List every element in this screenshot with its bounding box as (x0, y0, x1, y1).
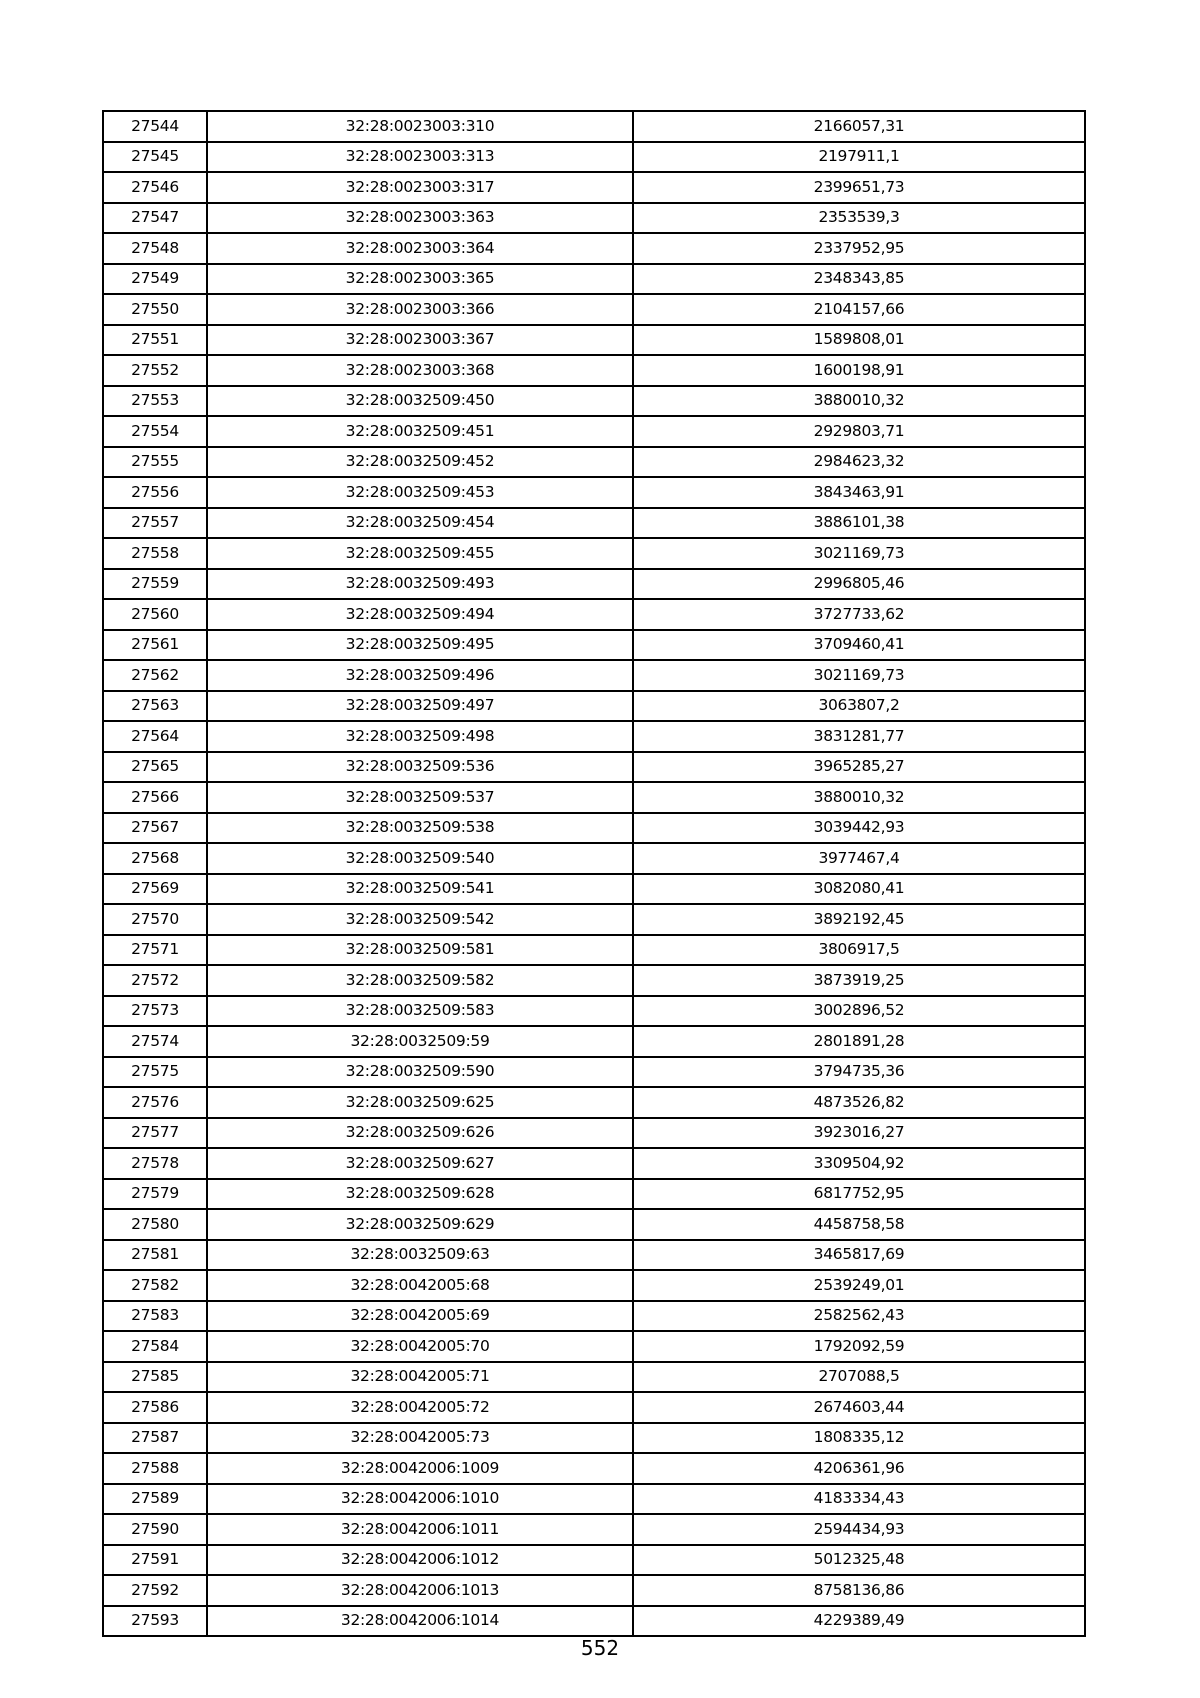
table-row (103, 965, 1085, 996)
table-row (103, 1026, 1085, 1057)
row-number-cell: 27562 (103, 660, 207, 691)
cadastral-number-cell: 32:28:0042006:1014 (207, 1606, 633, 1637)
cadastral-number-cell: 32:28:0042006:1011 (207, 1514, 633, 1545)
table-row (103, 1606, 1085, 1637)
value-cell: 2166057,31 (633, 111, 1085, 142)
value-cell: 3021169,73 (633, 660, 1085, 691)
cadastral-number-cell: 32:28:0032509:625 (207, 1087, 633, 1118)
table-row (103, 660, 1085, 691)
cadastral-number-cell: 32:28:0032509:581 (207, 935, 633, 966)
cadastral-number-cell: 32:28:0032509:454 (207, 508, 633, 539)
table-row (103, 1514, 1085, 1545)
table-row (103, 1087, 1085, 1118)
row-number-cell: 27589 (103, 1484, 207, 1515)
value-cell: 3794735,36 (633, 1057, 1085, 1088)
row-number-cell: 27590 (103, 1514, 207, 1545)
row-number-cell: 27581 (103, 1240, 207, 1271)
cadastral-number-cell: 32:28:0032509:582 (207, 965, 633, 996)
cadastral-number-cell: 32:28:0032509:583 (207, 996, 633, 1027)
row-number-cell: 27585 (103, 1362, 207, 1393)
value-cell: 2348343,85 (633, 264, 1085, 295)
table-row (103, 1331, 1085, 1362)
table-row (103, 1057, 1085, 1088)
row-number-cell: 27580 (103, 1209, 207, 1240)
table-row (103, 935, 1085, 966)
value-cell: 2582562,43 (633, 1301, 1085, 1332)
table-row (103, 477, 1085, 508)
row-number-cell: 27592 (103, 1575, 207, 1606)
cadastral-number-cell: 32:28:0032509:59 (207, 1026, 633, 1057)
row-number-cell: 27544 (103, 111, 207, 142)
row-number-cell: 27551 (103, 325, 207, 356)
table-row (103, 599, 1085, 630)
table-row (103, 172, 1085, 203)
table-row (103, 874, 1085, 905)
value-cell: 1808335,12 (633, 1423, 1085, 1454)
row-number-cell: 27576 (103, 1087, 207, 1118)
table-row (103, 203, 1085, 234)
value-cell: 3002896,52 (633, 996, 1085, 1027)
table-row (103, 721, 1085, 752)
cadastral-number-cell: 32:28:0042005:71 (207, 1362, 633, 1393)
value-cell: 8758136,86 (633, 1575, 1085, 1606)
value-cell: 3039442,93 (633, 813, 1085, 844)
cadastral-number-cell: 32:28:0032509:541 (207, 874, 633, 905)
table-row (103, 1148, 1085, 1179)
table-row (103, 142, 1085, 173)
table-row (103, 294, 1085, 325)
row-number-cell: 27565 (103, 752, 207, 783)
value-cell: 3831281,77 (633, 721, 1085, 752)
value-cell: 6817752,95 (633, 1179, 1085, 1210)
row-number-cell: 27555 (103, 447, 207, 478)
table-row (103, 1423, 1085, 1454)
value-cell: 3309504,92 (633, 1148, 1085, 1179)
row-number-cell: 27549 (103, 264, 207, 295)
table-row (103, 1270, 1085, 1301)
row-number-cell: 27550 (103, 294, 207, 325)
cadastral-number-cell: 32:28:0023003:317 (207, 172, 633, 203)
table-row (103, 996, 1085, 1027)
cadastral-number-cell: 32:28:0032509:450 (207, 386, 633, 417)
row-number-cell: 27571 (103, 935, 207, 966)
cadastral-number-cell: 32:28:0032509:537 (207, 782, 633, 813)
row-number-cell: 27553 (103, 386, 207, 417)
table-row (103, 1179, 1085, 1210)
cadastral-number-cell: 32:28:0042005:72 (207, 1392, 633, 1423)
row-number-cell: 27579 (103, 1179, 207, 1210)
row-number-cell: 27558 (103, 538, 207, 569)
row-number-cell: 27586 (103, 1392, 207, 1423)
row-number-cell: 27559 (103, 569, 207, 600)
row-number-cell: 27587 (103, 1423, 207, 1454)
row-number-cell: 27548 (103, 233, 207, 264)
cadastral-number-cell: 32:28:0042005:73 (207, 1423, 633, 1454)
value-cell: 2707088,5 (633, 1362, 1085, 1393)
cadastral-number-cell: 32:28:0032509:626 (207, 1118, 633, 1149)
value-cell: 1600198,91 (633, 355, 1085, 386)
cadastral-number-cell: 32:28:0042005:70 (207, 1331, 633, 1362)
value-cell: 1792092,59 (633, 1331, 1085, 1362)
value-cell: 2104157,66 (633, 294, 1085, 325)
table-row (103, 843, 1085, 874)
value-cell: 3873919,25 (633, 965, 1085, 996)
value-cell: 3886101,38 (633, 508, 1085, 539)
row-number-cell: 27584 (103, 1331, 207, 1362)
cadastral-number-cell: 32:28:0042006:1009 (207, 1453, 633, 1484)
value-cell: 4458758,58 (633, 1209, 1085, 1240)
row-number-cell: 27570 (103, 904, 207, 935)
cadastral-number-cell: 32:28:0032509:493 (207, 569, 633, 600)
value-cell: 3465817,69 (633, 1240, 1085, 1271)
value-cell: 3880010,32 (633, 782, 1085, 813)
cadastral-number-cell: 32:28:0023003:367 (207, 325, 633, 356)
value-cell: 4229389,49 (633, 1606, 1085, 1637)
value-cell: 2984623,32 (633, 447, 1085, 478)
table-row (103, 538, 1085, 569)
value-cell: 4206361,96 (633, 1453, 1085, 1484)
table-row (103, 416, 1085, 447)
row-number-cell: 27563 (103, 691, 207, 722)
table-row (103, 233, 1085, 264)
table-row (103, 813, 1085, 844)
row-number-cell: 27561 (103, 630, 207, 661)
table-row (103, 691, 1085, 722)
cadastral-number-cell: 32:28:0023003:363 (207, 203, 633, 234)
row-number-cell: 27556 (103, 477, 207, 508)
cadastral-number-cell: 32:28:0032509:629 (207, 1209, 633, 1240)
row-number-cell: 27567 (103, 813, 207, 844)
table-row (103, 569, 1085, 600)
page-number: 552 (580, 1636, 620, 1660)
row-number-cell: 27564 (103, 721, 207, 752)
row-number-cell: 27582 (103, 1270, 207, 1301)
cadastral-number-cell: 32:28:0032509:628 (207, 1179, 633, 1210)
table-row (103, 1545, 1085, 1576)
cadastral-number-cell: 32:28:0032509:542 (207, 904, 633, 935)
row-number-cell: 27572 (103, 965, 207, 996)
value-cell: 2801891,28 (633, 1026, 1085, 1057)
cadastral-number-cell: 32:28:0032509:627 (207, 1148, 633, 1179)
cadastral-number-cell: 32:28:0032509:451 (207, 416, 633, 447)
table-row (103, 1118, 1085, 1149)
table-row (103, 1301, 1085, 1332)
cadastral-number-cell: 32:28:0042006:1010 (207, 1484, 633, 1515)
row-number-cell: 27546 (103, 172, 207, 203)
cadastral-number-cell: 32:28:0032509:63 (207, 1240, 633, 1271)
value-cell: 2197911,1 (633, 142, 1085, 173)
row-number-cell: 27574 (103, 1026, 207, 1057)
row-number-cell: 27575 (103, 1057, 207, 1088)
table-row (103, 386, 1085, 417)
row-number-cell: 27568 (103, 843, 207, 874)
cadastral-number-cell: 32:28:0042006:1012 (207, 1545, 633, 1576)
table-row (103, 1240, 1085, 1271)
table-body (103, 111, 1085, 1636)
row-number-cell: 27591 (103, 1545, 207, 1576)
table-row (103, 355, 1085, 386)
value-cell: 3880010,32 (633, 386, 1085, 417)
row-number-cell: 27552 (103, 355, 207, 386)
table-row (103, 1392, 1085, 1423)
value-cell: 4873526,82 (633, 1087, 1085, 1118)
cadastral-number-cell: 32:28:0032509:540 (207, 843, 633, 874)
value-cell: 3082080,41 (633, 874, 1085, 905)
cadastral-number-cell: 32:28:0023003:365 (207, 264, 633, 295)
table-row (103, 782, 1085, 813)
cadastral-number-cell: 32:28:0032509:538 (207, 813, 633, 844)
value-cell: 3892192,45 (633, 904, 1085, 935)
value-cell: 1589808,01 (633, 325, 1085, 356)
row-number-cell: 27583 (103, 1301, 207, 1332)
cadastral-number-cell: 32:28:0032509:494 (207, 599, 633, 630)
row-number-cell: 27560 (103, 599, 207, 630)
value-cell: 3923016,27 (633, 1118, 1085, 1149)
value-cell: 2996805,46 (633, 569, 1085, 600)
table-row (103, 447, 1085, 478)
row-number-cell: 27545 (103, 142, 207, 173)
value-cell: 3063807,2 (633, 691, 1085, 722)
row-number-cell: 27577 (103, 1118, 207, 1149)
table-row (103, 752, 1085, 783)
cadastral-number-cell: 32:28:0023003:364 (207, 233, 633, 264)
cadastral-number-cell: 32:28:0023003:366 (207, 294, 633, 325)
value-cell: 2539249,01 (633, 1270, 1085, 1301)
value-cell: 3843463,91 (633, 477, 1085, 508)
value-cell: 3709460,41 (633, 630, 1085, 661)
cadastral-number-cell: 32:28:0032509:455 (207, 538, 633, 569)
row-number-cell: 27593 (103, 1606, 207, 1637)
cadastral-number-cell: 32:28:0032509:453 (207, 477, 633, 508)
row-number-cell: 27569 (103, 874, 207, 905)
table-row (103, 264, 1085, 295)
cadastral-number-cell: 32:28:0032509:497 (207, 691, 633, 722)
table-row (103, 630, 1085, 661)
cadastral-number-cell: 32:28:0023003:313 (207, 142, 633, 173)
value-cell: 3727733,62 (633, 599, 1085, 630)
table-row (103, 508, 1085, 539)
cadastral-number-cell: 32:28:0042005:68 (207, 1270, 633, 1301)
value-cell: 2399651,73 (633, 172, 1085, 203)
value-cell: 4183334,43 (633, 1484, 1085, 1515)
cadastral-number-cell: 32:28:0032509:498 (207, 721, 633, 752)
value-cell: 3806917,5 (633, 935, 1085, 966)
row-number-cell: 27557 (103, 508, 207, 539)
table-row (103, 1575, 1085, 1606)
cadastral-number-cell: 32:28:0032509:452 (207, 447, 633, 478)
value-cell: 2594434,93 (633, 1514, 1085, 1545)
table-row (103, 1453, 1085, 1484)
data-table (102, 110, 1086, 1637)
table-row (103, 1484, 1085, 1515)
value-cell: 2929803,71 (633, 416, 1085, 447)
value-cell: 2353539,3 (633, 203, 1085, 234)
value-cell: 2674603,44 (633, 1392, 1085, 1423)
table-row (103, 325, 1085, 356)
cadastral-number-cell: 32:28:0042005:69 (207, 1301, 633, 1332)
row-number-cell: 27578 (103, 1148, 207, 1179)
table-row (103, 111, 1085, 142)
cadastral-number-cell: 32:28:0023003:310 (207, 111, 633, 142)
table-row (103, 1209, 1085, 1240)
value-cell: 2337952,95 (633, 233, 1085, 264)
table-row (103, 1362, 1085, 1393)
cadastral-number-cell: 32:28:0042006:1013 (207, 1575, 633, 1606)
row-number-cell: 27566 (103, 782, 207, 813)
row-number-cell: 27588 (103, 1453, 207, 1484)
table-row (103, 904, 1085, 935)
cadastral-number-cell: 32:28:0032509:590 (207, 1057, 633, 1088)
value-cell: 5012325,48 (633, 1545, 1085, 1576)
value-cell: 3021169,73 (633, 538, 1085, 569)
row-number-cell: 27554 (103, 416, 207, 447)
cadastral-number-cell: 32:28:0032509:495 (207, 630, 633, 661)
row-number-cell: 27573 (103, 996, 207, 1027)
value-cell: 3965285,27 (633, 752, 1085, 783)
cadastral-number-cell: 32:28:0032509:536 (207, 752, 633, 783)
row-number-cell: 27547 (103, 203, 207, 234)
cadastral-number-cell: 32:28:0023003:368 (207, 355, 633, 386)
value-cell: 3977467,4 (633, 843, 1085, 874)
cadastral-number-cell: 32:28:0032509:496 (207, 660, 633, 691)
